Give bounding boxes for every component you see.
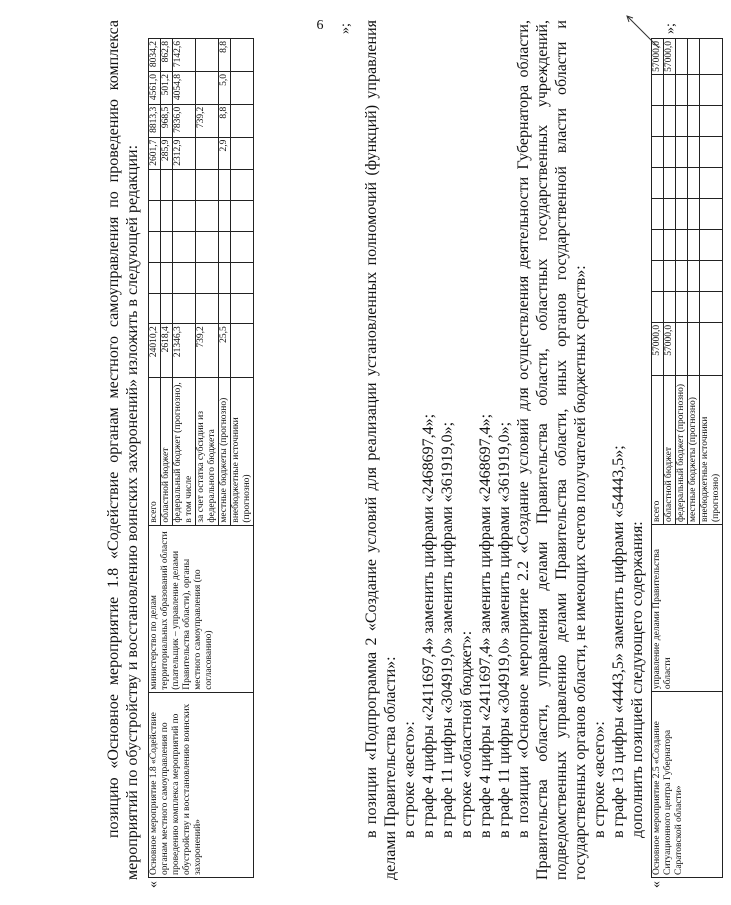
value-cell: 5,0 [219, 71, 231, 104]
value-cell [700, 136, 723, 167]
value-cell [231, 170, 254, 201]
table2-open-quote: « [649, 881, 664, 888]
body-line: в строке «областной бюджет»: [458, 630, 475, 838]
body-line: в графе 4 цифры «2411697,4» заменить цифрами «2468697,4»; [420, 413, 437, 838]
value-cell [149, 170, 161, 201]
table-row [652, 39, 664, 878]
value-cell [676, 229, 688, 260]
value-cell [652, 291, 664, 322]
value-cell [700, 260, 723, 291]
intro-text: позицию «Основное мероприятие 1.8 «Содействие органам местного самоуправления по проведению комплекса мероприятий по обустройству и восстановлению воинских захоронений» изложить в следующей редакции: [105, 20, 141, 880]
value-cell [173, 262, 196, 293]
value-cell [196, 201, 219, 232]
value-cell: 24010,2 [149, 324, 161, 377]
value-cell: 7142,6 [173, 39, 196, 72]
value-cell [161, 293, 173, 324]
value-cell [664, 136, 676, 167]
table-event-2-5 [651, 38, 723, 878]
body-text [362, 20, 647, 880]
value-cell [149, 201, 161, 232]
value-cell [149, 232, 161, 263]
value-cell [149, 293, 161, 324]
value-cell [231, 137, 254, 170]
value-cell [231, 104, 254, 137]
value-cell [688, 39, 700, 75]
value-cell [676, 74, 688, 105]
value-cell: 57000,0 [652, 39, 664, 75]
value-cell: 968,5 [161, 104, 173, 137]
value-cell [161, 201, 173, 232]
value-cell [652, 260, 664, 291]
funding-source-cell: федеральный бюджет (прогнозно) [676, 376, 688, 525]
value-cell [231, 201, 254, 232]
value-cell [688, 291, 700, 322]
body-line: в строке «всего»: [401, 721, 418, 838]
value-cell [676, 322, 688, 376]
value-cell [196, 262, 219, 293]
value-cell: 2618,4 [161, 324, 173, 377]
value-cell [652, 198, 664, 229]
rotated-content [104, 20, 731, 888]
executor-cell: управление делами Правительства области [652, 525, 723, 692]
value-cell [700, 229, 723, 260]
value-cell: 21346,3 [173, 324, 196, 377]
value-cell [664, 105, 676, 136]
value-cell [700, 74, 723, 105]
value-cell [676, 198, 688, 229]
value-cell [196, 232, 219, 263]
page-number: 6 [316, 18, 324, 33]
body-line: в графе 13 цифры «4443,5» заменить цифрами «54443,5»; [610, 445, 627, 838]
table1-closing: »; [338, 23, 353, 34]
value-cell [231, 39, 254, 72]
value-cell [700, 105, 723, 136]
funding-source-cell: местные бюджеты (прогнозно) [219, 377, 231, 525]
funding-source-cell: всего [149, 377, 161, 525]
value-cell: 8034,2 [149, 39, 161, 72]
value-cell [196, 137, 219, 170]
value-cell: 2601,7 [149, 137, 161, 170]
value-cell [664, 260, 676, 291]
value-cell [219, 293, 231, 324]
value-cell: 57000,0 [664, 39, 676, 75]
value-cell [219, 262, 231, 293]
value-cell [700, 291, 723, 322]
funding-source-cell: внебюджетные источники (прогнозно) [700, 376, 723, 525]
value-cell [219, 232, 231, 263]
value-cell [652, 74, 664, 105]
table-event-1-8 [148, 38, 254, 878]
table-row [149, 39, 161, 878]
value-cell [664, 229, 676, 260]
value-cell [652, 136, 664, 167]
value-cell [676, 260, 688, 291]
value-cell [231, 232, 254, 263]
funding-source-cell: областной бюджет [664, 376, 676, 525]
value-cell [196, 39, 219, 72]
value-cell: 4054,8 [173, 71, 196, 104]
value-cell [700, 322, 723, 376]
value-cell [688, 167, 700, 198]
value-cell [196, 71, 219, 104]
body-line: дополнить позицией следующего содержания: [629, 521, 646, 838]
value-cell [173, 293, 196, 324]
value-cell [231, 324, 254, 377]
body-line: в позиции «Основное мероприятие 2.2 «Создание условий для осуществления деятельности Губернатора области, Правительства области, управления делами Правительства области, областных государственных учреждений, подведомственных управлению делами Правительства области, иных органов государственной власти области и государственных органов области, не имеющих счетов получателей бюджетных средств»: [515, 20, 589, 880]
value-cell [700, 167, 723, 198]
value-cell [676, 291, 688, 322]
value-cell [219, 170, 231, 201]
value-cell [676, 136, 688, 167]
funding-source-cell: внебюджетные источники (прогнозно) [231, 377, 254, 525]
value-cell [664, 198, 676, 229]
funding-source-cell: местные бюджеты (прогнозно) [688, 376, 700, 525]
value-cell [688, 105, 700, 136]
value-cell: 25,5 [219, 324, 231, 377]
value-cell [652, 167, 664, 198]
value-cell [664, 167, 676, 198]
value-cell [664, 74, 676, 105]
value-cell: 2,9 [219, 137, 231, 170]
intro-paragraph [104, 20, 142, 880]
funding-source-cell: всего [652, 376, 664, 525]
value-cell [231, 262, 254, 293]
value-cell [173, 232, 196, 263]
value-cell [173, 170, 196, 201]
value-cell: 7836,0 [173, 104, 196, 137]
value-cell [231, 71, 254, 104]
value-cell: 57000,0 [664, 322, 676, 376]
value-cell [652, 229, 664, 260]
value-cell: 8,8 [219, 104, 231, 137]
value-cell [700, 198, 723, 229]
value-cell [219, 201, 231, 232]
value-cell: 285,9 [161, 137, 173, 170]
value-cell [676, 105, 688, 136]
body-line: в графе 11 цифры «304919,0» заменить цифрами «361919,0»; [496, 421, 513, 838]
handwritten-mark [623, 12, 663, 52]
value-cell [688, 198, 700, 229]
table2-wrapper [649, 20, 731, 888]
funding-source-cell: федеральный бюджет (прогнозно), в том числе [173, 377, 196, 525]
body-line: в графе 4 цифры «2411697,4» заменить цифрами «2468697,4»; [477, 413, 494, 838]
value-cell: 739,2 [196, 104, 219, 137]
value-cell: 739,2 [196, 324, 219, 377]
body-line: в графе 11 цифры «304919,0» заменить цифрами «361919,0»; [439, 421, 456, 838]
value-cell [196, 170, 219, 201]
value-cell: 862,8 [161, 39, 173, 72]
table1-wrapper [146, 20, 358, 888]
value-cell [664, 291, 676, 322]
value-cell: 4561,0 [149, 71, 161, 104]
value-cell [231, 293, 254, 324]
event-name-cell: Основное мероприятие 2.5 «Создание Ситуационного центра Губернатора Саратовской области» [652, 692, 723, 878]
value-cell [196, 293, 219, 324]
body-line: в строке «всего»: [591, 721, 608, 838]
value-cell [688, 136, 700, 167]
value-cell: 8813,3 [149, 104, 161, 137]
value-cell [161, 170, 173, 201]
value-cell [676, 167, 688, 198]
value-cell: 8,8 [219, 39, 231, 72]
funding-source-cell: областной бюджет [161, 377, 173, 525]
table2-closing: »; [663, 23, 678, 34]
table1-open-quote: « [146, 881, 161, 888]
value-cell: 57000,0 [652, 322, 664, 376]
funding-source-cell: за счет остатка субсидии из федерального бюджета [196, 377, 219, 525]
value-cell [688, 74, 700, 105]
value-cell [688, 229, 700, 260]
value-cell [700, 39, 723, 75]
executor-cell: министерство по делам территориальных образований области (плательщик – управление делами Правительства области), органы местного самоуправления (по согласованию) [149, 525, 254, 692]
value-cell [688, 322, 700, 376]
value-cell: 501,2 [161, 71, 173, 104]
value-cell [652, 105, 664, 136]
value-cell [173, 201, 196, 232]
body-line: в позиции «Подпрограмма 2 «Создание условий для реализации установленных полномочий (функций) управления делами Правительства области»: [363, 20, 399, 880]
value-cell: 2312,9 [173, 137, 196, 170]
value-cell [676, 39, 688, 75]
event-name-cell: Основное мероприятие 1.8 «Содействие органам местного самоуправления по проведению комплекса мероприятий по обустройству и восстановлению воинских захоронений» [149, 692, 254, 877]
value-cell [149, 262, 161, 293]
value-cell [688, 260, 700, 291]
value-cell [161, 232, 173, 263]
value-cell [161, 262, 173, 293]
